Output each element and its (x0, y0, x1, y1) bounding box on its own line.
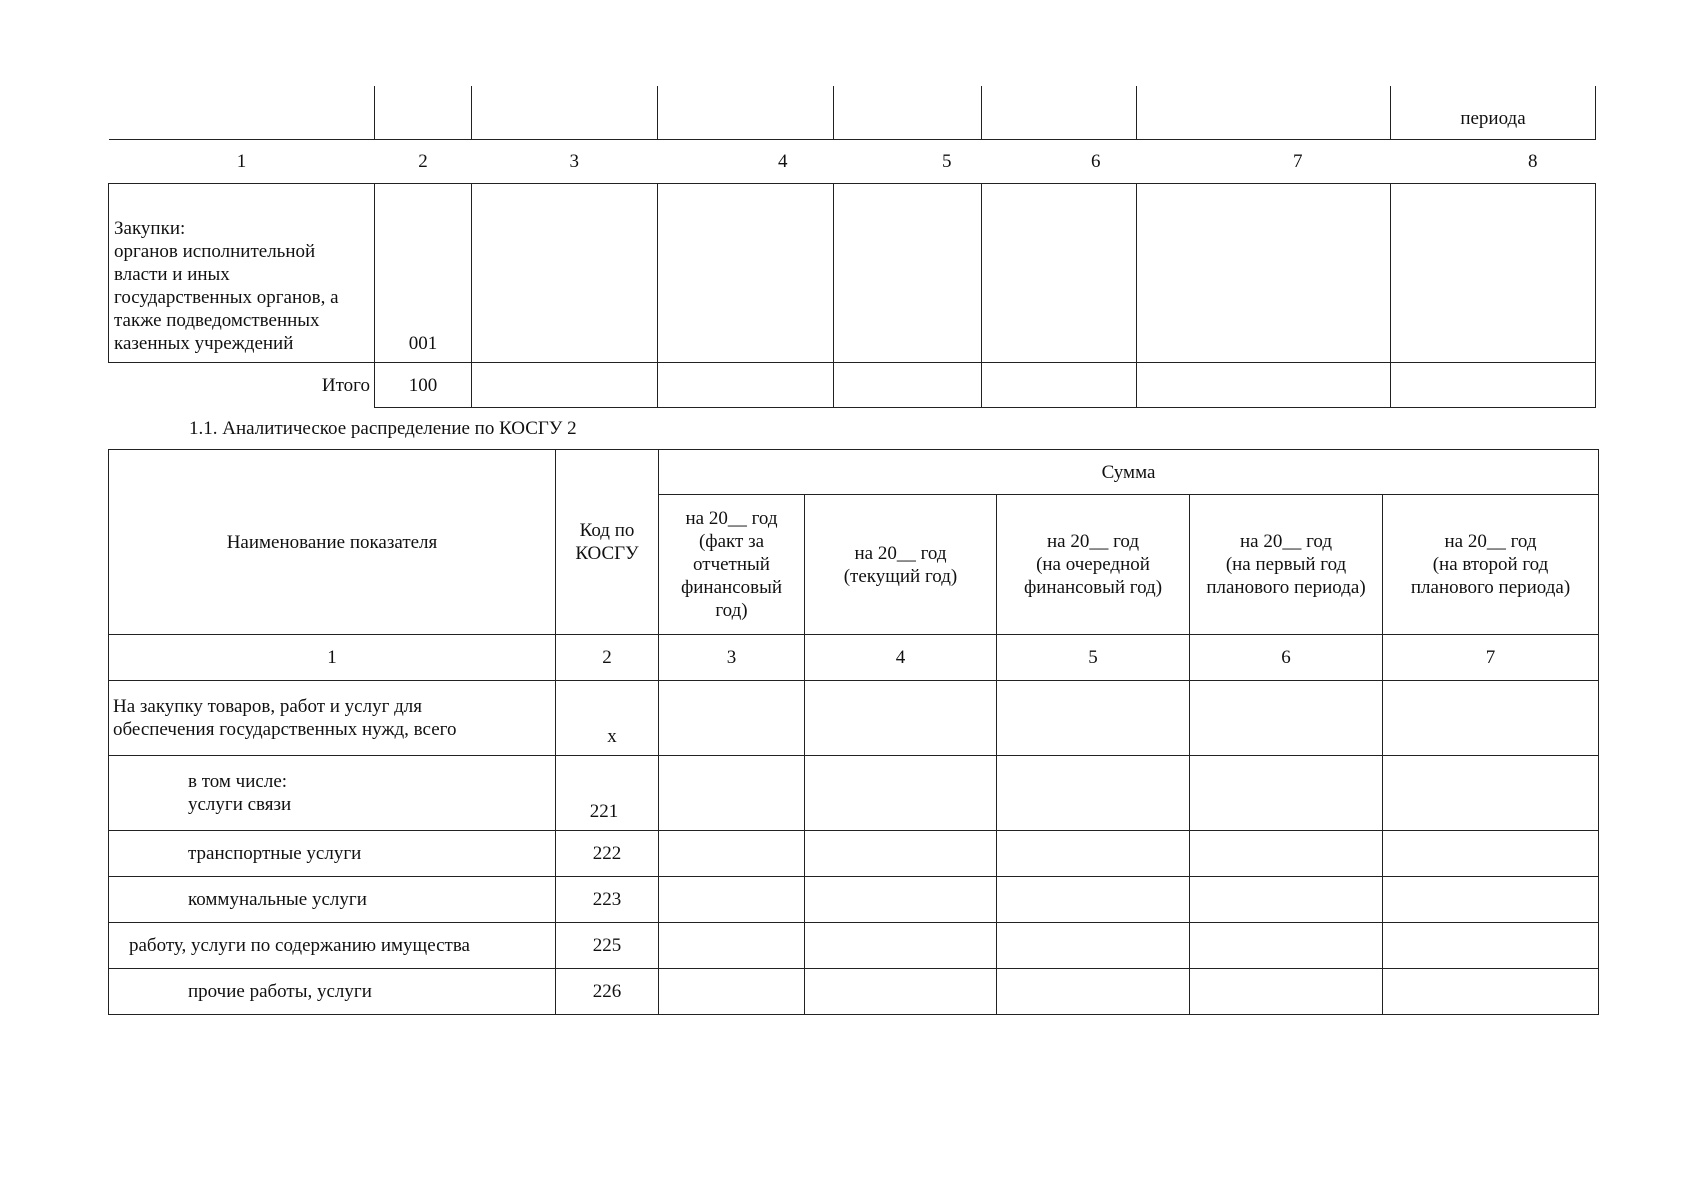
table1-total-cell-8 (1391, 363, 1596, 408)
row-code: 222 (556, 831, 659, 877)
table1-header-cell-1 (109, 86, 375, 140)
table1-colnum-7: 7 (1137, 140, 1391, 184)
table1-colnum-4: 4 (658, 140, 834, 184)
table1-header-cell-3 (472, 86, 658, 140)
table2-colnum-4: 4 (805, 635, 997, 681)
row-cell-6 (1190, 831, 1383, 877)
row-name: транспортные услуги (109, 831, 556, 877)
table1-header-cell-4 (658, 86, 834, 140)
row-code: 223 (556, 877, 659, 923)
table2-header-year-3: на 20__ год (на очередной финансовый год) (997, 495, 1190, 635)
table1-header-cell-7 (1137, 86, 1391, 140)
table1-total-cell-4 (658, 363, 834, 408)
table2-header-row-1 (109, 450, 1599, 495)
table1-header-cell-6 (982, 86, 1137, 140)
table1-row-purchases (109, 184, 1596, 363)
row-code: 226 (556, 969, 659, 1015)
table2-colnum-5: 5 (997, 635, 1190, 681)
table2-header-year-5: на 20__ год (на второй год планового периода) (1383, 495, 1599, 635)
row-cell-7 (1383, 877, 1599, 923)
table-row (109, 756, 1599, 831)
row-cell-3 (659, 877, 805, 923)
table-row (109, 923, 1599, 969)
table2-colnum-2: 2 (556, 635, 659, 681)
table2-colnum-7: 7 (1383, 635, 1599, 681)
table2-colnum-1: 1 (109, 635, 556, 681)
table2-header-code: Код по КОСГУ (556, 450, 659, 635)
row-cell-6 (1190, 923, 1383, 969)
table1-colnum-2: 2 (375, 140, 472, 184)
row-cell-4 (805, 923, 997, 969)
row-cell-6 (1190, 969, 1383, 1015)
row-name: коммунальные услуги (109, 877, 556, 923)
table1-header-tail-row (109, 86, 1596, 140)
table1-colnum-8: 8 (1391, 140, 1596, 184)
row-code: 221 (556, 756, 659, 831)
table1-purchases-cell-6 (982, 184, 1137, 363)
table1-total-label: Итого (321, 374, 370, 396)
row-code: х (556, 681, 659, 756)
row-name: в том числе: услуги связи (109, 756, 556, 831)
table1-column-numbers-row (109, 140, 1596, 184)
row-code: 225 (556, 923, 659, 969)
row-cell-3 (659, 681, 805, 756)
row-cell-7 (1383, 923, 1599, 969)
table1-colnum-3: 3 (472, 140, 658, 184)
section-title: 1.1. Аналитическое распределение по КОСГУ 2 (189, 418, 577, 439)
table-row (109, 831, 1599, 877)
table1-colnum-6: 6 (982, 140, 1137, 184)
row-cell-3 (659, 756, 805, 831)
table1-total-cell-7 (1137, 363, 1391, 408)
row-cell-3 (659, 831, 805, 877)
table2-colnum-3: 3 (659, 635, 805, 681)
table-row (109, 877, 1599, 923)
table2-header-sum: Сумма (659, 450, 1599, 495)
row-cell-7 (1383, 969, 1599, 1015)
row-cell-3 (659, 969, 805, 1015)
row-cell-3 (659, 923, 805, 969)
row-cell-4 (805, 831, 997, 877)
row-cell-6 (1190, 756, 1383, 831)
table2-header-year-1: на 20__ год (факт за отчетный финансовый год) (659, 495, 805, 635)
table1-header-cell-5 (834, 86, 982, 140)
table1-purchases-name: Закупки: органов исполнительной власти и иных государственных органов, а также подведомственных казенных учреждений (109, 184, 375, 363)
row-cell-5 (997, 831, 1190, 877)
row-cell-6 (1190, 877, 1383, 923)
table2-header-year-4: на 20__ год (на первый год планового периода) (1190, 495, 1383, 635)
row-name: На закупку товаров, работ и услуг для обеспечения государственных нужд, всего (109, 681, 556, 756)
table1-colnum-5: 5 (834, 140, 982, 184)
table1-total-cell-6 (982, 363, 1137, 408)
kosgu-distribution-table (108, 449, 1599, 1015)
row-name: прочие работы, услуги (109, 969, 556, 1015)
table2-header-name: Наименование показателя (109, 450, 556, 635)
row-cell-7 (1383, 756, 1599, 831)
table1-purchases-cell-5 (834, 184, 982, 363)
table-row (109, 681, 1599, 756)
table1-purchases-cell-4 (658, 184, 834, 363)
purchases-table (108, 86, 1596, 408)
row-name: работу, услуги по содержанию имущества (109, 923, 556, 969)
row-cell-4 (805, 681, 997, 756)
row-cell-4 (805, 756, 997, 831)
table1-purchases-code: 001 (375, 184, 472, 363)
row-cell-7 (1383, 681, 1599, 756)
table1-purchases-cell-8 (1391, 184, 1596, 363)
row-cell-6 (1190, 681, 1383, 756)
row-cell-5 (997, 877, 1190, 923)
table1-header-cell-2 (375, 86, 472, 140)
row-cell-7 (1383, 831, 1599, 877)
row-cell-5 (997, 923, 1190, 969)
table1-total-cell-5 (834, 363, 982, 408)
table1-total-cell-3 (472, 363, 658, 408)
row-cell-4 (805, 877, 997, 923)
table1-total-code: 100 (375, 363, 472, 408)
table-row (109, 969, 1599, 1015)
row-cell-5 (997, 756, 1190, 831)
table1-row-total (109, 363, 1596, 408)
row-cell-5 (997, 969, 1190, 1015)
table1-header-period: периода (1391, 86, 1596, 140)
row-cell-4 (805, 969, 997, 1015)
row-cell-5 (997, 681, 1190, 756)
table2-colnum-6: 6 (1190, 635, 1383, 681)
table2-header-year-2: на 20__ год (текущий год) (805, 495, 997, 635)
table2-column-numbers-row (109, 635, 1599, 681)
table1-purchases-cell-3 (472, 184, 658, 363)
table1-colnum-1: 1 (109, 140, 375, 184)
table1-purchases-cell-7 (1137, 184, 1391, 363)
